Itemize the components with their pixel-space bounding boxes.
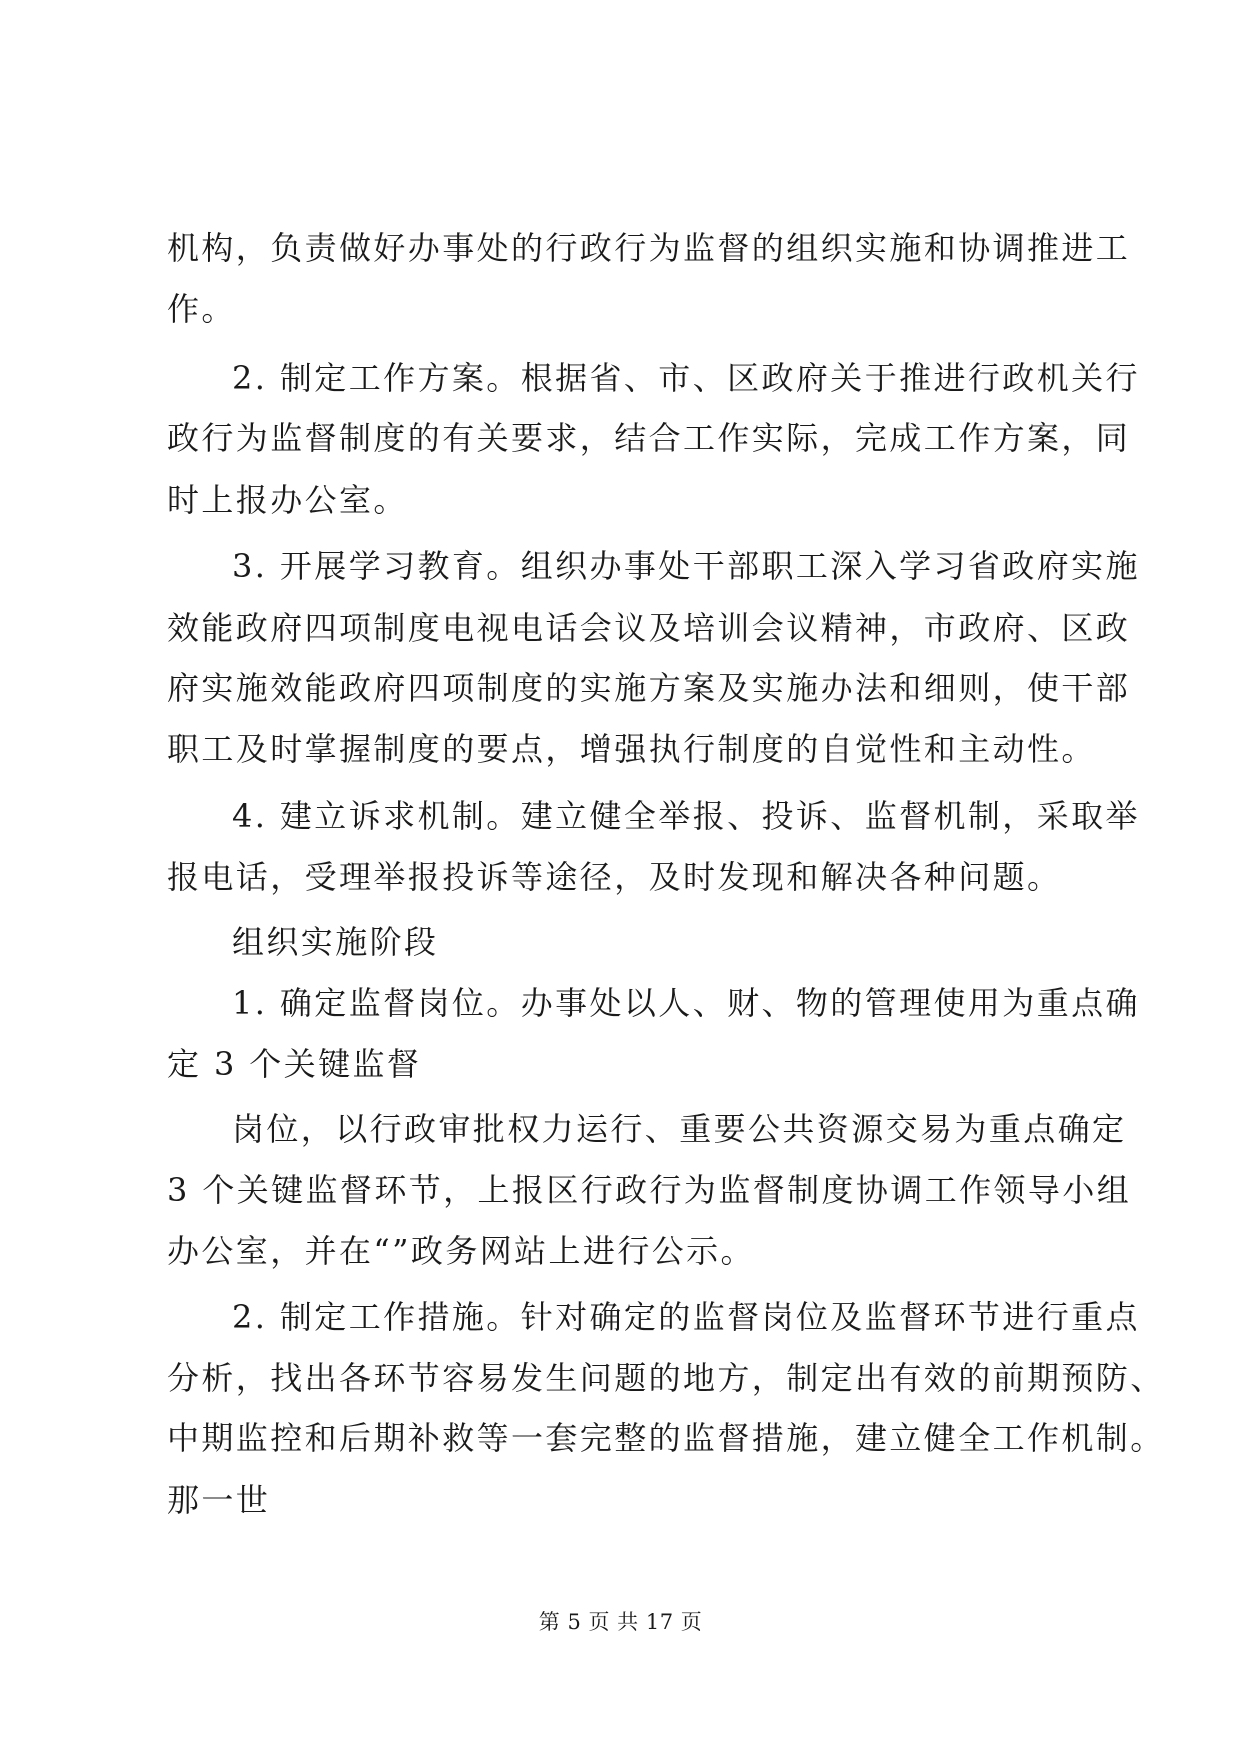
paragraph-line: 1. 确定监督岗位。办事处以人、财、物的管理使用为重点确 [232, 984, 1140, 1022]
paragraph-line: 办公室，并在“”政务网站上进行公示。 [167, 1232, 755, 1270]
paragraph-line: 定 3 个关键监督 [167, 1045, 422, 1083]
page-footer [0, 1608, 1241, 1636]
paragraph-line: 分析，找出各环节容易发生问题的地方，制定出有效的前期预防、 [167, 1359, 1165, 1397]
section-heading: 组织实施阶段 [232, 923, 439, 961]
paragraph-line: 报电话，受理举报投诉等途径，及时发现和解决各种问题。 [167, 858, 1062, 896]
paragraph-line: 府实施效能政府四项制度的实施方案及实施办法和细则，使干部 [167, 669, 1131, 707]
paragraph-line: 效能政府四项制度电视电话会议及培训会议精神，市政府、区政 [167, 609, 1131, 647]
paragraph-line: 3. 开展学习教育。组织办事处干部职工深入学习省政府实施 [232, 547, 1140, 585]
paragraph-line: 时上报办公室。 [167, 481, 408, 519]
paragraph-line: 作。 [167, 290, 236, 328]
paragraph-line: 3 个关键监督环节，上报区行政行为监督制度协调工作领导小组 [167, 1171, 1132, 1209]
paragraph-line: 那一世 [167, 1481, 271, 1519]
paragraph-line: 2. 制定工作方案。根据省、市、区政府关于推进行政机关行 [232, 359, 1140, 397]
paragraph-line: 政行为监督制度的有关要求，结合工作实际，完成工作方案，同 [167, 419, 1131, 457]
paragraph-line: 4. 建立诉求机制。建立健全举报、投诉、监督机制，采取举 [232, 797, 1140, 835]
paragraph-line: 岗位，以行政审批权力运行、重要公共资源交易为重点确定 [232, 1110, 1127, 1148]
paragraph-line: 中期监控和后期补救等一套完整的监督措施，建立健全工作机制。 [167, 1419, 1165, 1457]
page-number-label: 第 5 页 共 17 页 [538, 1610, 703, 1634]
paragraph-line: 机构，负责做好办事处的行政行为监督的组织实施和协调推进工 [167, 229, 1131, 267]
paragraph-line: 2. 制定工作措施。针对确定的监督岗位及监督环节进行重点 [232, 1298, 1140, 1336]
paragraph-line: 职工及时掌握制度的要点，增强执行制度的自觉性和主动性。 [167, 730, 1096, 768]
